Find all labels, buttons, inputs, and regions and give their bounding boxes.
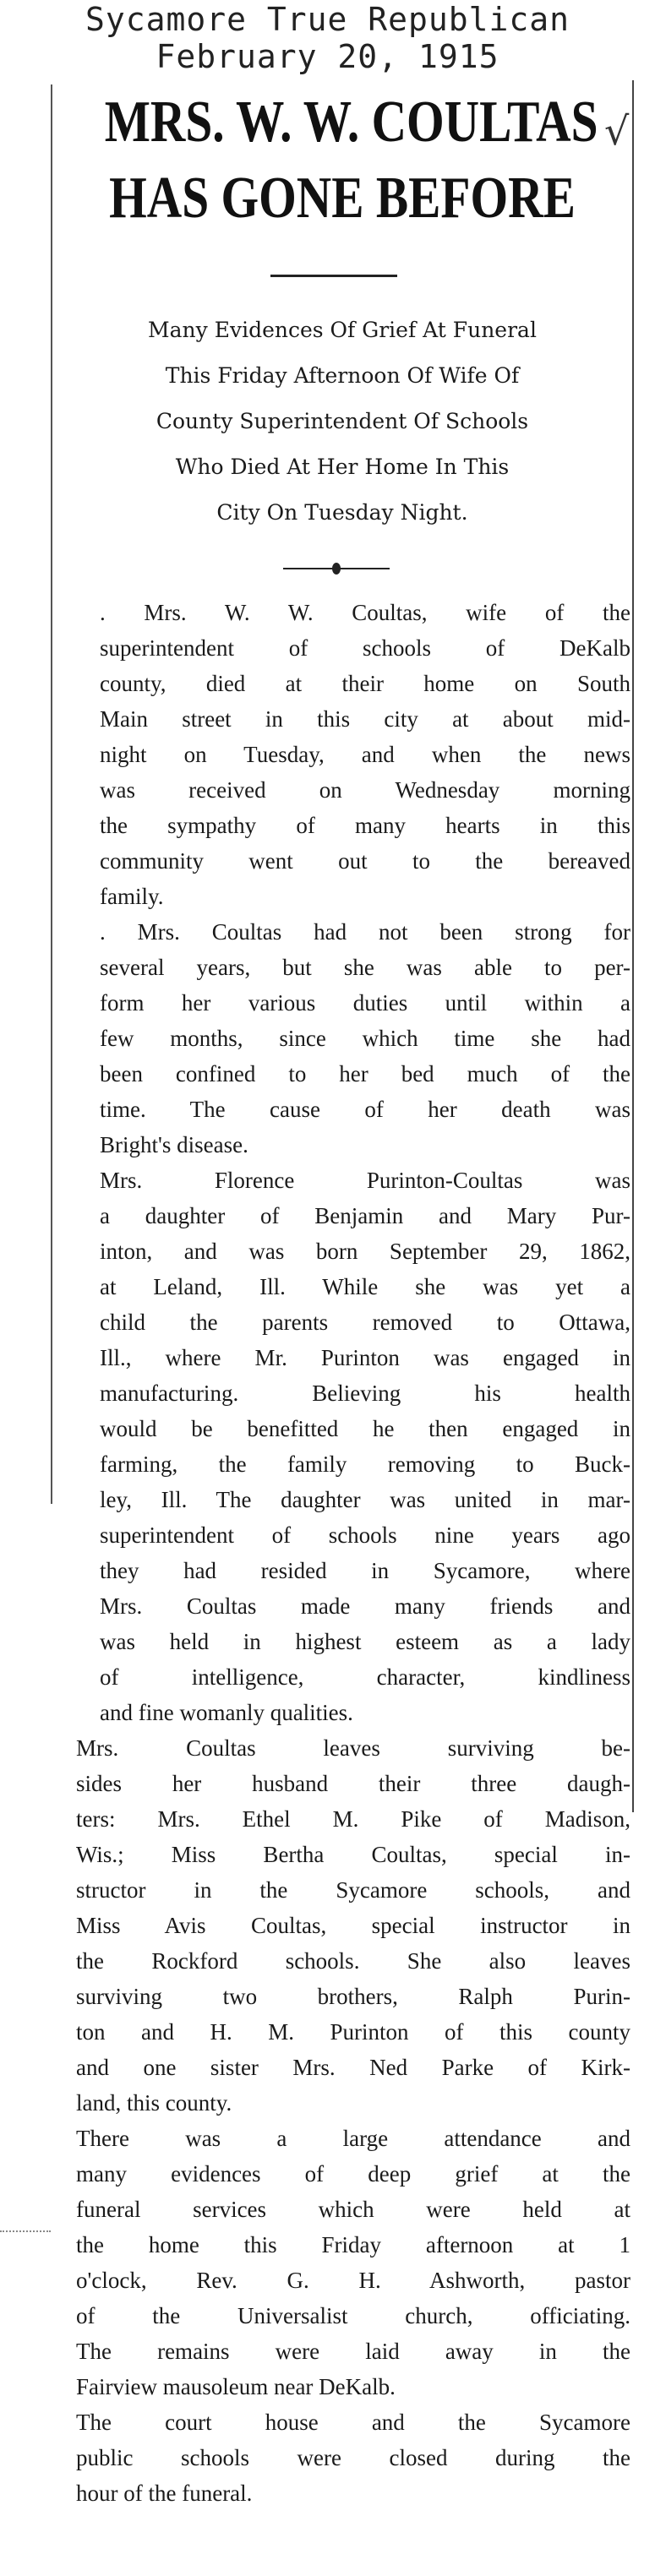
headline-line-1: MRS. W. W. COULTAS (104, 90, 598, 155)
body-line: o'clock, Rev. G. H. Ashworth, pastor (76, 2268, 630, 2293)
body-line: the Rockford schools. She also leaves (76, 1948, 630, 1974)
body-line: . Mrs. W. W. Coultas, wife of the (100, 600, 630, 625)
body-line: superintendent of schools nine years ago (100, 1522, 630, 1548)
column-rule-right (632, 80, 634, 1812)
body-line: county, died at their home on South (100, 671, 630, 696)
body-line: was received on Wednesday morning (100, 777, 630, 803)
deck-line: This Friday Afternoon Of Wife Of (165, 363, 520, 388)
body-line: inton, and was born September 29, 1862, (100, 1239, 630, 1264)
body-line: funeral services which were held at (76, 2197, 630, 2222)
body-line: would be benefitted he then engaged in (100, 1416, 630, 1441)
body-line: and one sister Mrs. Ned Parke of Kirk- (76, 2055, 630, 2080)
body-line: Mrs. Coultas leaves surviving be- (76, 1735, 630, 1761)
body-line: There was a large attendance and (76, 2126, 630, 2151)
column-rule-left (51, 84, 52, 1504)
body-line: . Mrs. Coultas had not been strong for (100, 919, 630, 945)
dash-ornament (283, 568, 390, 569)
body-line: they had resided in Sycamore, where (100, 1558, 630, 1583)
body-line: manufacturing. Believing his health (100, 1381, 630, 1406)
body-line: sides her husband their three daugh- (76, 1771, 630, 1796)
body-line: superintendent of schools of DeKalb (100, 635, 630, 661)
headline-divider (270, 275, 397, 277)
body-line: night on Tuesday, and when the news (100, 742, 630, 767)
body-line: of intelligence, character, kindliness (100, 1664, 630, 1690)
body-line: Main street in this city at about mid- (100, 706, 630, 732)
body-line: surviving two brothers, Ralph Purin- (76, 1984, 630, 2009)
body-line: time. The cause of her death was (100, 1097, 630, 1122)
body-line: ton and H. M. Purinton of this county (76, 2019, 630, 2045)
headline-line-2: HAS GONE BEFORE (109, 166, 576, 231)
body-line: and fine womanly qualities. (100, 1700, 353, 1725)
body-line: was held in highest esteem as a lady (100, 1629, 630, 1654)
body-line: form her various duties until within a (100, 990, 630, 1016)
body-line: hour of the funeral. (76, 2481, 253, 2506)
body-line: Miss Avis Coultas, special instructor in (76, 1913, 630, 1938)
body-line: community went out to the bereaved (100, 848, 630, 874)
body-line: The court house and the Sycamore (76, 2410, 630, 2435)
body-line: Bright's disease. (100, 1132, 248, 1157)
body-line: child the parents removed to Ottawa, (100, 1310, 630, 1335)
body-line: Ill., where Mr. Purinton was engaged in (100, 1345, 630, 1370)
body-line: family. (100, 884, 164, 909)
body-line: farming, the family removing to Buck- (100, 1451, 630, 1477)
publication-name: Sycamore True Republican (85, 1, 570, 38)
body-line: ters: Mrs. Ethel M. Pike of Madison, (76, 1806, 630, 1832)
deck-line: Many Evidences Of Grief At Funeral (148, 318, 537, 342)
body-line: Mrs. Florence Purinton-Coultas was (100, 1168, 630, 1193)
body-line: Fairview mausoleum near DeKalb. (76, 2374, 396, 2399)
body-line: of the Universalist church, officiating. (76, 2303, 630, 2328)
body-line: the home this Friday afternoon at 1 (76, 2232, 630, 2257)
body-line: Wis.; Miss Bertha Coultas, special in- (76, 1842, 630, 1867)
body-line: ley, Ill. The daughter was united in mar- (100, 1487, 630, 1512)
body-line: several years, but she was able to per- (100, 955, 630, 980)
body-line: a daughter of Benjamin and Mary Pur- (100, 1203, 630, 1228)
body-line: The remains were laid away in the (76, 2339, 630, 2364)
body-line: structor in the Sycamore schools, and (76, 1877, 630, 1903)
deck-line: City On Tuesday Night. (216, 500, 468, 525)
publication-date: February 20, 1915 (156, 38, 499, 75)
body-line: few months, since which time she had (100, 1026, 630, 1051)
body-line: been confined to her bed much of the (100, 1061, 630, 1086)
body-line: at Leland, Ill. While she was yet a (100, 1274, 630, 1299)
body-line: public schools were closed during the (76, 2445, 630, 2470)
body-line: land, this county. (76, 2090, 232, 2116)
body-line: the sympathy of many hearts in this (100, 813, 630, 838)
deck-line: Who Died At Her Home In This (175, 455, 510, 479)
body-line: many evidences of deep grief at the (76, 2161, 630, 2187)
margin-check-mark: √ (604, 108, 630, 154)
deck-line: County Superintendent Of Schools (156, 409, 529, 433)
dotted-margin-line (0, 2230, 51, 2232)
body-line: Mrs. Coultas made many friends and (100, 1593, 630, 1619)
